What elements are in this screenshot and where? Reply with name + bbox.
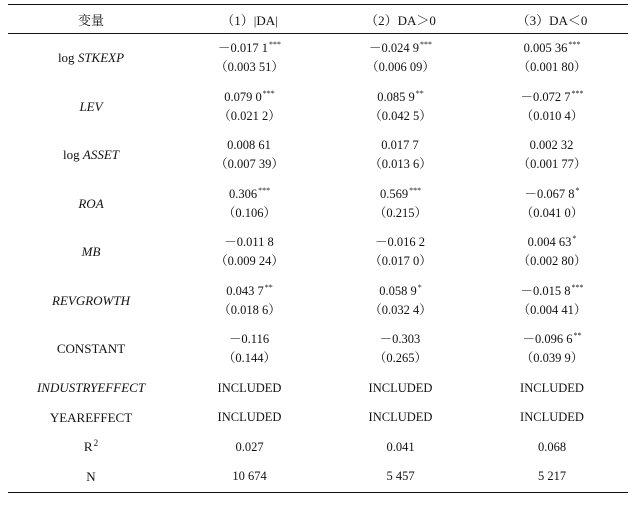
cell: [174, 228, 325, 277]
standard-error: （0.001 77）: [517, 157, 587, 172]
variable-name: [8, 433, 174, 463]
regression-table-container: [8, 4, 628, 493]
standard-error: （0.041 0）: [520, 205, 584, 220]
variable-name: [8, 180, 174, 229]
standard-error: （0.017 0）: [369, 254, 432, 269]
cell: INCLUDED: [368, 410, 433, 425]
coefficient: －0.096 6: [522, 332, 573, 347]
standard-error: （0.002 80）: [517, 254, 587, 269]
coefficient: 0.058 9: [379, 283, 417, 298]
cell: [476, 277, 628, 326]
cell: 5 217: [537, 469, 567, 484]
standard-error: （0.001 80）: [517, 60, 587, 75]
table-row: [8, 131, 628, 180]
cell: [174, 131, 325, 180]
coefficient: －0.303: [379, 332, 421, 347]
coefficient: 0.017 7: [381, 138, 419, 153]
significance-stars: ***: [409, 185, 422, 195]
variable-label: STKEXP: [77, 50, 125, 66]
coefficient: 0.043 7: [226, 283, 264, 298]
significance-stars: ***: [269, 40, 281, 50]
cell: 0.027: [235, 439, 264, 454]
cell: 0.041: [386, 439, 415, 454]
cell: INCLUDED: [520, 380, 584, 395]
cell: [325, 228, 476, 277]
variable-prefix: log: [57, 50, 78, 66]
variable-name: [8, 34, 174, 83]
variable-label: REVGROWTH: [52, 292, 130, 308]
standard-error: （0.018 6）: [218, 302, 281, 317]
coefficient: －0.116: [228, 332, 270, 347]
cell: [476, 228, 628, 277]
standard-error: （0.009 24）: [215, 254, 284, 269]
standard-error: （0.004 41）: [517, 302, 587, 317]
table-row: [8, 462, 628, 492]
variable-label: LEV: [79, 98, 103, 114]
coefficient: 0.005 36: [523, 41, 568, 56]
coefficient: －0.015 8: [520, 283, 571, 298]
standard-error: （0.007 39）: [215, 157, 284, 172]
cell: [174, 277, 325, 326]
significance-stars: **: [573, 331, 582, 341]
coefficient: 0.306: [228, 186, 258, 201]
cell: [174, 34, 325, 83]
table-row: [8, 433, 628, 463]
regression-table: [8, 4, 628, 493]
header-variable: 变量: [77, 12, 104, 28]
standard-error: （0.010 4）: [520, 108, 584, 123]
cell: [174, 83, 325, 132]
cell: INCLUDED: [217, 410, 282, 425]
standard-error: （0.013 6）: [369, 157, 432, 172]
standard-error: （0.144）: [222, 351, 277, 366]
significance-stars: **: [415, 88, 424, 98]
table-row: [8, 277, 628, 326]
cell: INCLUDED: [368, 380, 433, 395]
coefficient: 0.008 61: [227, 138, 271, 153]
significance-stars: ***: [420, 40, 432, 50]
significance-stars: ***: [571, 282, 584, 292]
standard-error: （0.039 9）: [520, 351, 584, 366]
standard-error: （0.021 2）: [218, 108, 281, 123]
coefficient: 0.085 9: [377, 89, 415, 104]
significance-stars: *: [417, 282, 422, 292]
standard-error: （0.042 5）: [369, 108, 432, 123]
variable-name: [8, 228, 174, 277]
table-row: [8, 83, 628, 132]
variable-name: [8, 83, 174, 132]
variable-name: INDUSTRYEFFECT: [36, 380, 146, 396]
cell: [325, 83, 476, 132]
cell: 5 457: [386, 469, 415, 484]
table-row: [8, 325, 628, 374]
variable-label: ASSET: [82, 147, 119, 163]
r2-label: R: [83, 439, 93, 455]
cell: INCLUDED: [217, 380, 282, 395]
cell: [174, 325, 325, 374]
standard-error: （0.032 4）: [369, 302, 432, 317]
variable-name: YEAREFFECT: [49, 409, 133, 425]
significance-stars: ***: [262, 88, 275, 98]
significance-stars: ***: [571, 88, 584, 98]
standard-error: （0.003 51）: [215, 60, 284, 75]
coefficient: 0.079 0: [224, 89, 262, 104]
variable-name: [8, 277, 174, 326]
cell: [476, 180, 628, 229]
significance-stars: ***: [568, 40, 581, 50]
variable-label: ROA: [78, 195, 104, 211]
table-row: [8, 34, 628, 83]
variable-name: [8, 131, 174, 180]
cell: [325, 180, 476, 229]
coefficient: 0.002 32: [529, 138, 574, 153]
standard-error: （0.215）: [373, 205, 428, 220]
table-row: [8, 403, 628, 433]
cell: 0.068: [537, 439, 567, 454]
header-col1: （1）|DA|: [221, 12, 278, 28]
table-row: [8, 228, 628, 277]
cell: [476, 131, 628, 180]
variable-name: N: [86, 468, 96, 484]
significance-stars: *: [572, 234, 577, 244]
coefficient: 0.569: [379, 186, 409, 201]
significance-stars: **: [264, 282, 273, 292]
variable-label: MB: [81, 244, 101, 260]
coefficient: －0.072 7: [520, 89, 571, 104]
cell: 10 674: [232, 469, 267, 484]
cell: [325, 325, 476, 374]
cell: [476, 325, 628, 374]
cell: [325, 277, 476, 326]
cell: [325, 34, 476, 83]
coefficient: 0.004 63: [527, 235, 572, 250]
coefficient: －0.017 1: [217, 41, 268, 56]
cell: [476, 34, 628, 83]
coefficient: －0.024 9: [368, 41, 419, 56]
header-col2: （2）DA＞0: [365, 12, 436, 28]
table-row: [8, 374, 628, 404]
standard-error: （0.265）: [373, 351, 428, 366]
cell: [325, 131, 476, 180]
variable-label: CONSTANT: [56, 341, 126, 357]
header-col3: （3）DA＜0: [516, 12, 588, 28]
significance-stars: *: [575, 185, 580, 195]
header-row: [8, 5, 628, 34]
significance-stars: ***: [258, 185, 271, 195]
r2-superscript: 2: [93, 437, 99, 448]
coefficient: －0.011 8: [224, 235, 274, 250]
cell: [476, 83, 628, 132]
coefficient: －0.016 2: [374, 235, 425, 250]
standard-error: （0.006 09）: [366, 60, 435, 75]
table-row: [8, 180, 628, 229]
coefficient: －0.067 8: [524, 186, 575, 201]
cell: INCLUDED: [520, 410, 584, 425]
variable-prefix: log: [63, 147, 83, 163]
standard-error: （0.106）: [222, 205, 277, 220]
variable-name: [8, 325, 174, 374]
cell: [174, 180, 325, 229]
